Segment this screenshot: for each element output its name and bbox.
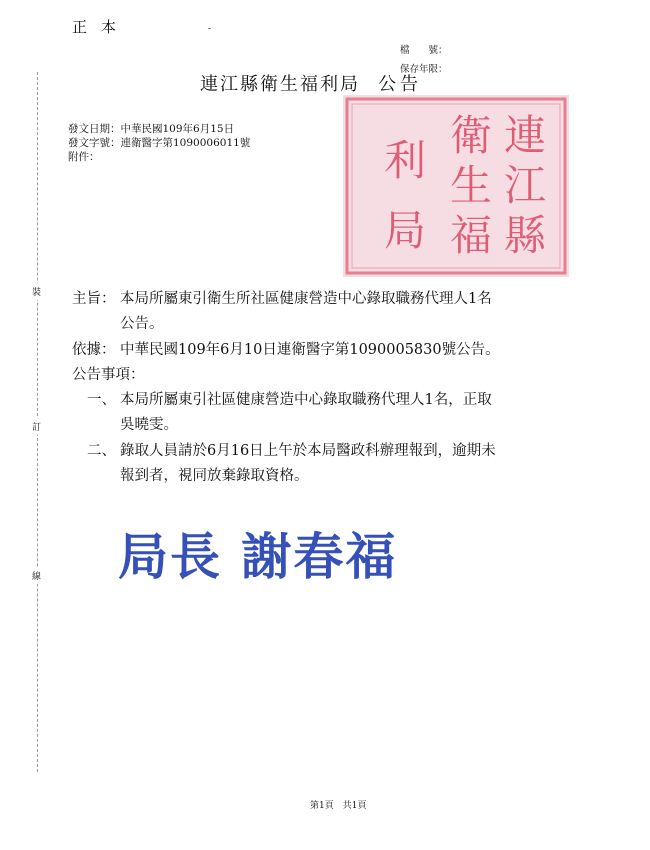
item-line: 吳曉雯。: [120, 417, 178, 433]
official-seal-graphic: [343, 95, 569, 277]
director-signature-stamp: [118, 512, 428, 596]
official-seal: [343, 95, 569, 277]
attachment-label: 附件：: [68, 151, 100, 163]
seal-char: 生: [449, 161, 493, 210]
seal-char: 利: [383, 136, 427, 185]
document-number: 發文字號：連衛醫字第1090006011號: [68, 137, 251, 149]
seal-char: 衛: [449, 111, 493, 160]
copy-type-label: 正本: [72, 18, 131, 36]
issue-date: 發文日期：中華民國109年6月15日: [68, 123, 235, 135]
items-label: 公告事項：: [72, 367, 145, 383]
item-line: 報到者，視同放棄錄取資格。: [120, 468, 309, 484]
page-number: 第1頁 共1頁: [310, 801, 367, 811]
basis-label: 依據：: [72, 342, 116, 358]
signature-stamp-graphic: [118, 512, 428, 592]
binding-char: 線: [32, 567, 41, 584]
subject-label: 主旨：: [72, 291, 116, 307]
basis-text: 中華民國109年6月10日連衛醫字第1090005830號公告。: [120, 342, 500, 358]
seal-char: 局: [383, 206, 427, 255]
seal-char: 江: [503, 161, 547, 210]
seal-char: 福: [449, 211, 493, 260]
signature-text: 局長 謝春福: [118, 527, 398, 586]
item-number: 二、: [87, 443, 116, 459]
seal-char: 縣: [503, 211, 547, 260]
subject-line: 公告。: [120, 316, 164, 332]
retention-label: 保存年限：: [400, 64, 448, 75]
file-number-label: 檔 號：: [400, 45, 448, 56]
document-title: [200, 70, 422, 96]
header-dash: -: [208, 24, 212, 34]
binding-char: 裝: [32, 283, 41, 300]
item-line: 錄取人員請於6月16日上午於本局醫政科辦理報到，逾期未: [120, 443, 496, 459]
binding-char: 訂: [32, 418, 41, 435]
subject-line: 本局所屬東引衛生所社區健康營造中心錄取職務代理人1名: [120, 291, 492, 307]
seal-char: 連: [503, 111, 547, 160]
document-type: 公告: [378, 74, 422, 95]
item-number: 一、: [87, 392, 116, 408]
agency-name: 連江縣衛生福利局: [200, 74, 360, 95]
item-line: 本局所屬東引社區健康營造中心錄取職務代理人1名，正取: [120, 392, 492, 408]
